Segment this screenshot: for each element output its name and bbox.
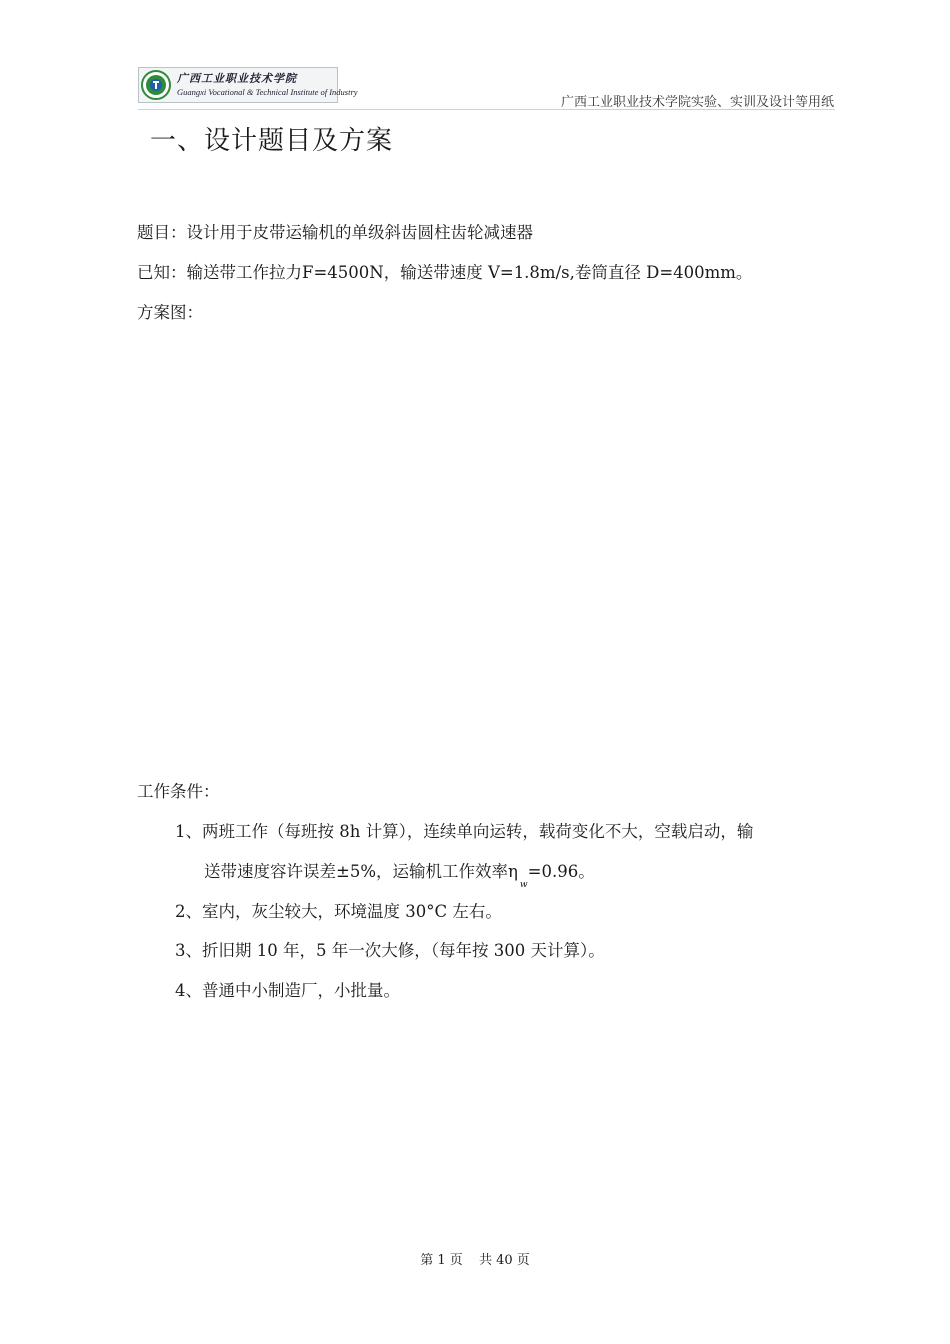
efficiency-subscript: w — [519, 880, 528, 890]
institute-seal-icon — [141, 70, 171, 100]
header-divider — [138, 109, 835, 110]
condition-1-line-2 — [204, 858, 595, 890]
section-title: 一、设计题目及方案 — [150, 126, 394, 156]
page-number: 第 1 页 — [420, 1253, 463, 1268]
logo-wordmark — [177, 73, 358, 97]
working-conditions-label: 工作条件： — [137, 782, 220, 801]
condition-3: 3、折旧期 10 年，5 年一次大修，（每年按 300 天计算）。 — [175, 941, 605, 960]
known-conditions-line: 已知：输送带工作拉力F=4500N，输送带速度 V=1.8m/s,卷筒直径 D=400mm。 — [137, 263, 753, 282]
efficiency-symbol: η — [508, 862, 518, 881]
logo-chinese-name: 广西工业职业技术学院 — [177, 72, 297, 86]
condition-1-tolerance-text: 送带速度容许误差±5%，运输机工作效率 — [204, 862, 509, 881]
scheme-diagram-label: 方案图： — [137, 303, 203, 322]
condition-1-line-1: 1、两班工作（每班按 8h 计算），连续单向运转，载荷变化不大，空载启动，输 — [175, 822, 754, 841]
topic-line: 题目：设计用于皮带运输机的单级斜齿圆柱齿轮减速器 — [137, 223, 533, 242]
condition-2: 2、室内，灰尘较大，环境温度 30°C 左右。 — [175, 902, 502, 921]
institute-logo — [138, 67, 358, 103]
page-footer — [0, 1249, 950, 1268]
page-total: 共 40 页 — [478, 1253, 530, 1268]
condition-4: 4、普通中小制造厂，小批量。 — [175, 981, 400, 1000]
header-note: 广西工业职业技术学院实验、实训及设计等用纸 — [560, 95, 834, 110]
efficiency-value: =0.96。 — [527, 862, 595, 881]
logo-english-name: Guangxi Vocational & Technical Institute of Industry — [177, 87, 358, 98]
